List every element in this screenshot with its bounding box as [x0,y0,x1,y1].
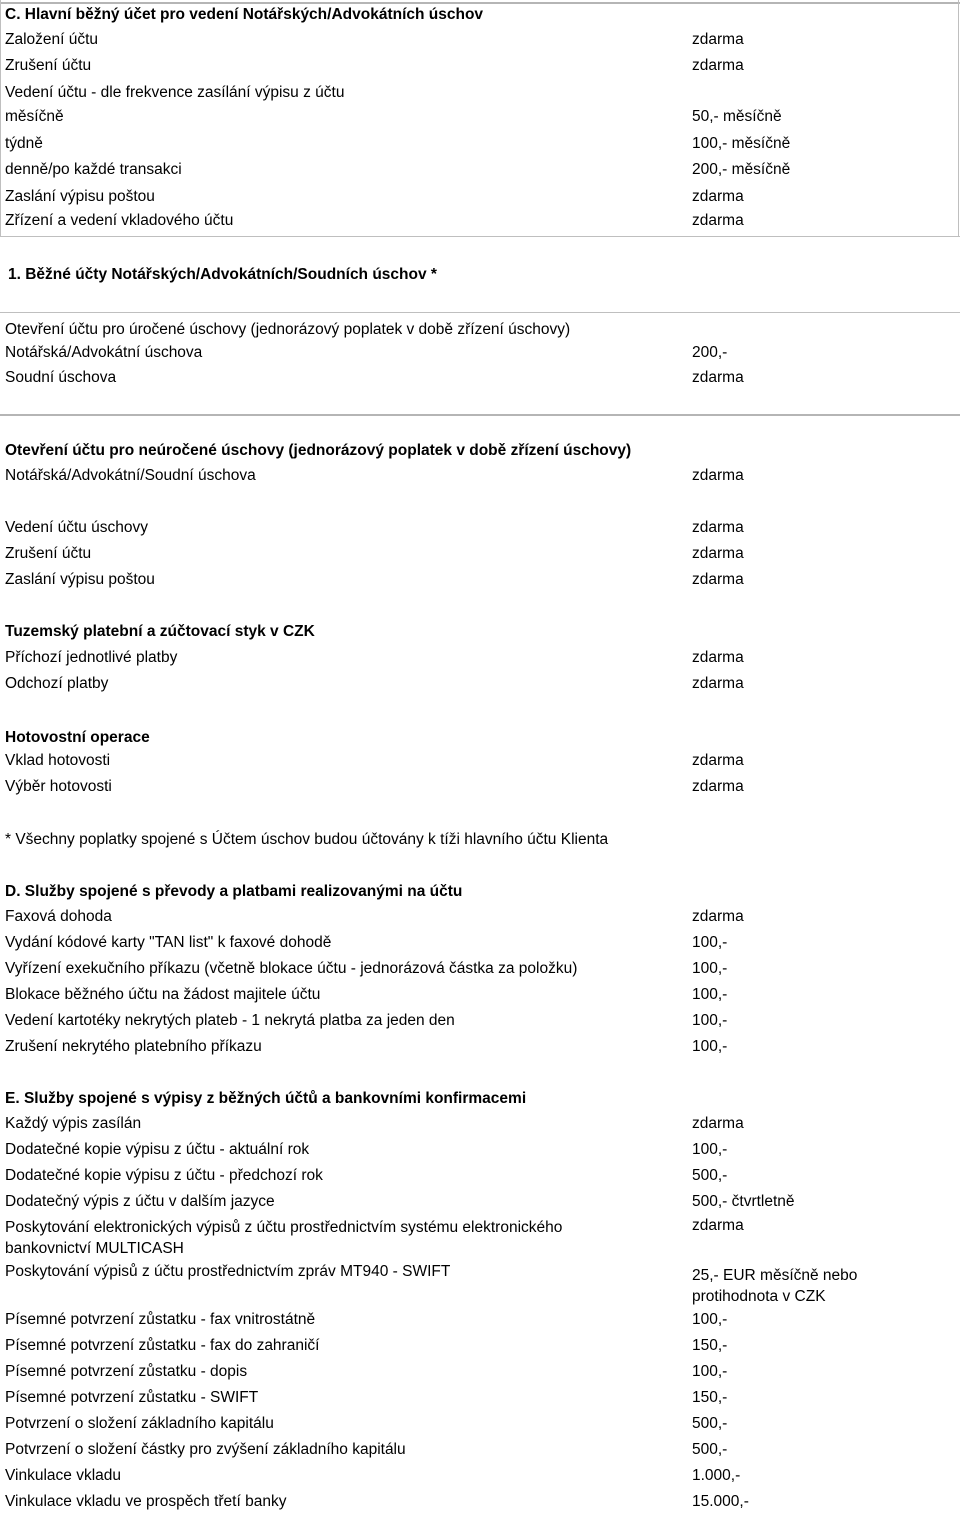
row-value: 50,- měsíčně [692,108,782,125]
row-value: 15.000,- [692,1493,749,1510]
row-label: Zrušení nekrytého platebního příkazu [5,1038,262,1055]
row-value: 25,- EUR měsíčně nebo protihodnota v CZK [692,1267,858,1305]
row-value: zdarma [692,778,744,795]
row-label: Poskytování elektronických výpisů z účtu prostřednictvím systému elektronického bankovnictví MULTICASH [5,1219,563,1257]
row-value: zdarma [692,1217,744,1234]
row-value: zdarma [692,649,744,666]
row-label: Potvrzení o složení základního kapitálu [5,1415,274,1432]
row-label: Odchozí platby [5,675,109,692]
row-value: 100,- [692,1038,728,1055]
row-label: Výběr hotovosti [5,778,112,795]
row-label: Založení účtu [5,31,99,48]
row-value: zdarma [692,1115,744,1132]
section-c-top-rule [0,2,960,4]
row-value: 100,- [692,960,728,977]
row-label: Notářská/Advokátní úschova [5,344,203,361]
section-c-left-rule [0,0,1,236]
section-1-rule [0,312,960,313]
row-value: 1.000,- [692,1467,741,1484]
section-c-title: C. Hlavní běžný účet pro vedení Notářských/Advokátních úschov [5,6,484,23]
row-label: Soudní úschova [5,369,117,386]
row-label: měsíčně [5,108,64,125]
section-d-title: D. Služby spojené s převody a platbami realizovanými na účtu [5,883,463,900]
row-value: zdarma [692,545,744,562]
row-label: Vydání kódové karty "TAN list" k faxové dohodě [5,934,332,951]
row-label: Vklad hotovosti [5,752,111,769]
row-label: Zaslání výpisu poštou [5,571,155,588]
row-label: Písemné potvrzení zůstatku - fax vnitrostátně [5,1311,316,1328]
row-label: Vedení kartotéky nekrytých plateb - 1 nekrytá platba za jeden den [5,1012,455,1029]
cash-heading: Hotovostní operace [5,729,150,746]
row-label: Vyřízení exekučního příkazu (včetně blokace účtu - jednorázová částka za položku) [5,960,578,977]
row-value: zdarma [692,57,744,74]
row-value: 150,- [692,1389,728,1406]
row-label: Zřízení a vedení vkladového účtu [5,212,234,229]
row-label: Blokace běžného účtu na žádost majitele účtu [5,986,321,1003]
row-value: 100,- [692,986,728,1003]
row-label: Poskytování výpisů z účtu prostřednictvím zpráv MT940 - SWIFT [5,1263,451,1280]
row-value: 100,- [692,1363,728,1380]
section-c-bottom-rule [0,236,960,237]
row-value: zdarma [692,467,744,484]
row-value: 100,- [692,1012,728,1029]
row-label: Vedení účtu úschovy [5,519,149,536]
section-1-separator-rule [0,414,960,416]
row-label: Vedení účtu - dle frekvence zasílání výpisu z účtu [5,84,345,101]
row-label: Písemné potvrzení zůstatku - SWIFT [5,1389,259,1406]
row-label: Vinkulace vkladu [5,1467,122,1484]
undetermined-heading: Otevření účtu pro neúročené úschovy (jednorázový poplatek v době zřízení úschovy) [5,442,632,459]
determined-heading: Otevření účtu pro úročené úschovy (jednorázový poplatek v době zřízení úschovy) [5,321,571,338]
row-label: Vinkulace vkladu ve prospěch třetí banky [5,1493,287,1510]
row-label: Zrušení účtu [5,545,92,562]
row-value: zdarma [692,571,744,588]
row-label: Dodatečné kopie výpisu z účtu - aktuální rok [5,1141,310,1158]
row-value: 100,- [692,1141,728,1158]
row-value: 100,- [692,1311,728,1328]
row-value: 100,- [692,934,728,951]
row-label: týdně [5,135,43,152]
row-label: Dodatečné kopie výpisu z účtu - předchozí rok [5,1167,323,1184]
domestic-heading: Tuzemský platební a zúčtovací styk v CZK [5,623,315,640]
row-label: Písemné potvrzení zůstatku - fax do zahraničí [5,1337,320,1354]
row-value: 150,- [692,1337,728,1354]
section-1-title: 1. Běžné účty Notářských/Advokátních/Soudních úschov * [8,266,437,283]
row-value: 100,- měsíčně [692,135,791,152]
row-label: Potvrzení o složení částky pro zvýšení základního kapitálu [5,1441,406,1458]
row-value: zdarma [692,752,744,769]
row-value: zdarma [692,369,744,386]
row-value: zdarma [692,212,744,229]
row-value: zdarma [692,188,744,205]
row-label: Zrušení účtu [5,57,92,74]
row-value: zdarma [692,519,744,536]
row-value: 500,- [692,1167,728,1184]
row-label: Zaslání výpisu poštou [5,188,155,205]
row-value: zdarma [692,31,744,48]
row-value: 200,- měsíčně [692,161,791,178]
row-label: Příchozí jednotlivé platby [5,649,178,666]
row-label: Dodatečný výpis z účtu v dalším jazyce [5,1193,275,1210]
row-label: Notářská/Advokátní/Soudní úschova [5,467,256,484]
row-value: 500,- čtvrtletně [692,1193,795,1210]
row-value: zdarma [692,908,744,925]
row-value: 500,- [692,1441,728,1458]
row-label: denně/po každé transakci [5,161,182,178]
row-value: 500,- [692,1415,728,1432]
footnote: * Všechny poplatky spojené s Účtem úschov budou účtovány k tíži hlavního účtu Klienta [5,831,609,848]
section-c-right-rule [958,0,959,236]
row-value: 200,- [692,344,728,361]
section-e-title: E. Služby spojené s výpisy z běžných účtů a bankovními konfirmacemi [5,1090,527,1107]
row-value: zdarma [692,675,744,692]
row-label: Písemné potvrzení zůstatku - dopis [5,1363,248,1380]
row-label: Každý výpis zasílán [5,1115,142,1132]
row-label: Faxová dohoda [5,908,112,925]
